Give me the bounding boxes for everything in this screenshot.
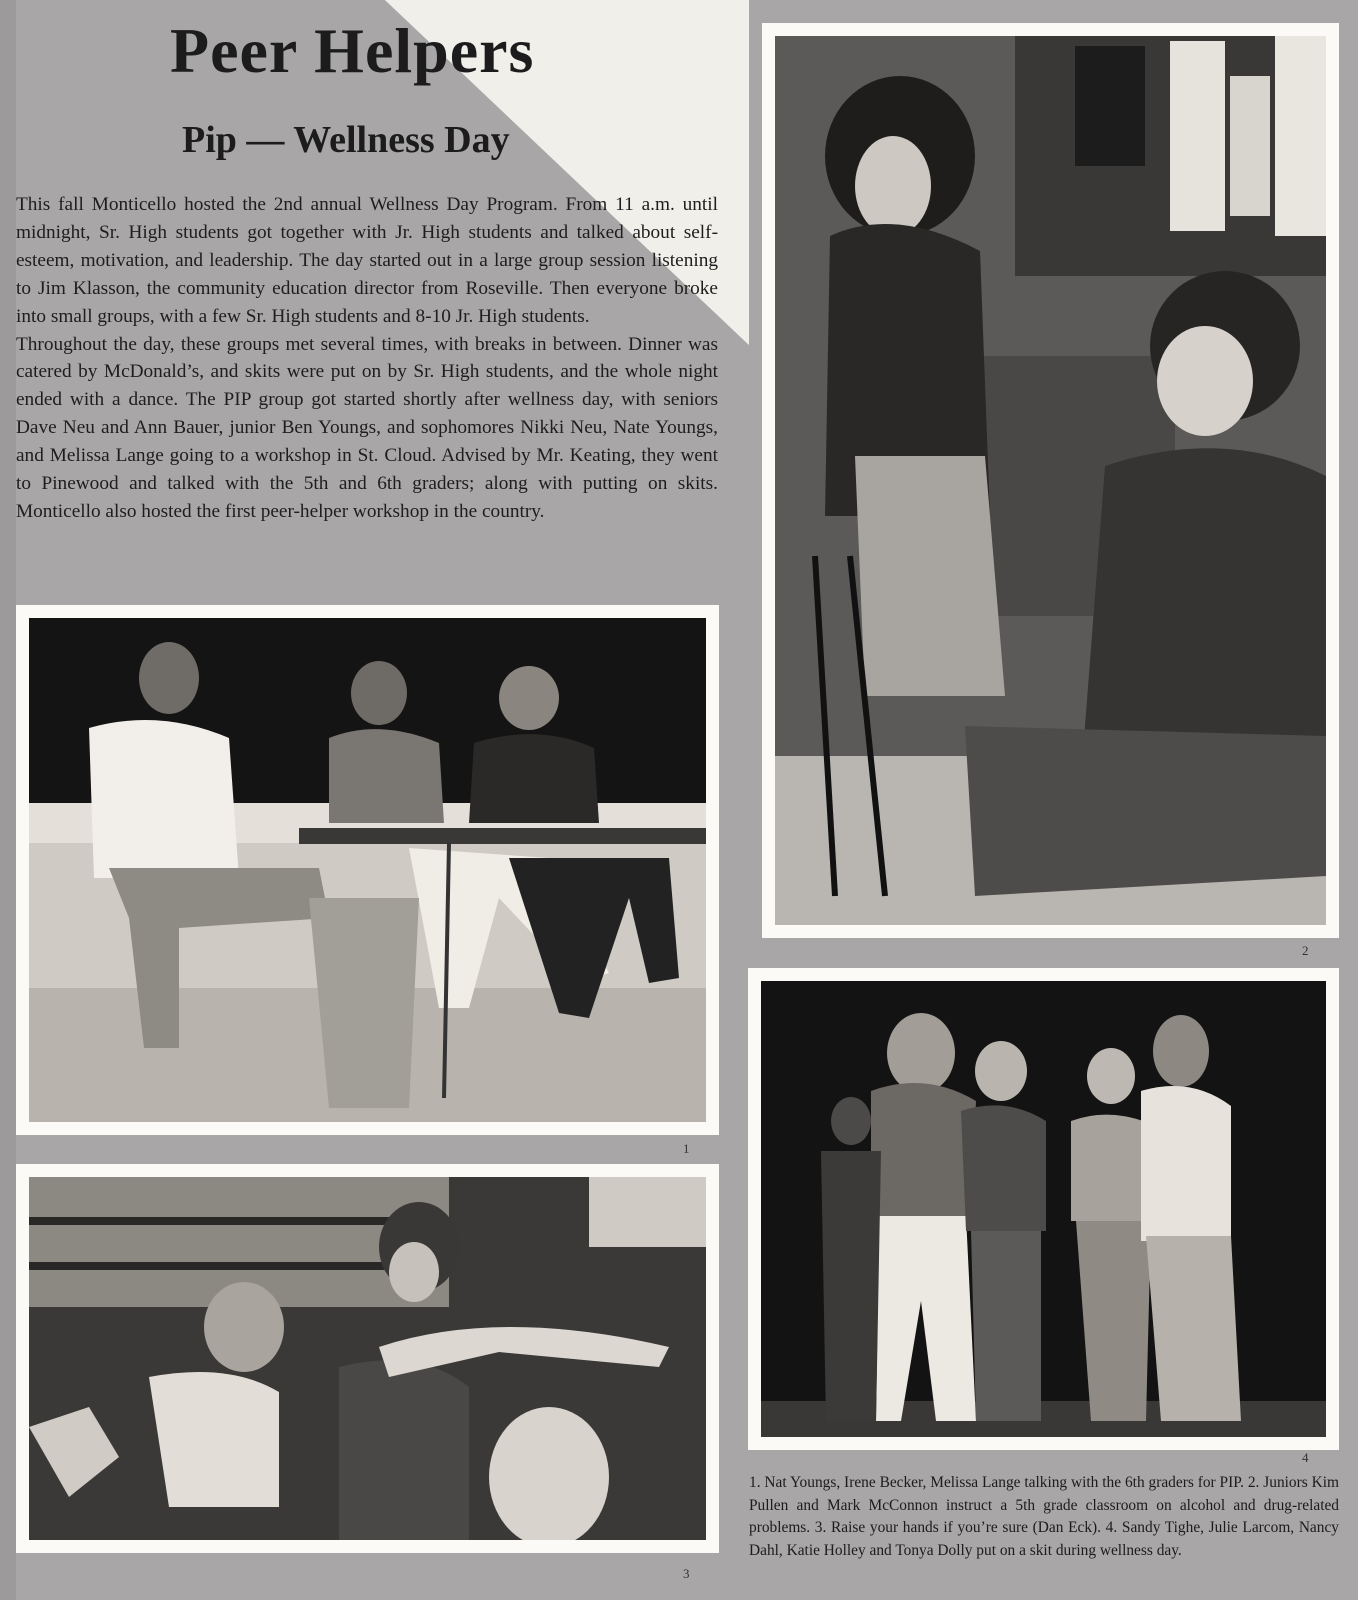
- photo-1-frame: [16, 605, 719, 1135]
- photo-3-frame: [16, 1164, 719, 1553]
- photo-2-frame: [762, 23, 1339, 938]
- page-title: Peer Helpers: [170, 15, 535, 86]
- photo-1-students-at-table: [29, 618, 706, 1122]
- photo-3-number: 3: [683, 1566, 690, 1581]
- photo-captions: 1. Nat Youngs, Irene Becker, Melissa Lange talking with the 6th graders for PIP. 2. Juniors Kim Pullen and Mark McConnon instruct a 5th grade classroom on alcohol and drug-related problems. 3. Raise your hands if you’re sure (Dan Eck). 4. Sandy Tighe, Julie Larcom, Nancy Dahl, Katie Holley and Tonya Dolly put on a skit during wellness day.: [749, 1474, 1339, 1559]
- story-paragraph-2: Throughout the day, these groups met several times, with breaks in between. Dinner was catered by McDonald’s, and skits were put on by Sr. High students, and the whole night ended with a dance. The PIP group got started shortly after wellness day, with seniors Dave Neu and Ann Bauer, junior Ben Youngs, and sophomores Nikki Neu, Nate Youngs, and Melissa Lange going to a workshop in St. Cloud. Advised by Mr. Keating, they went to Pinewood and talked with the 5th and 6th graders; along with putting on skits. Monticello also hosted the first peer-helper workshop in the country.: [16, 333, 718, 522]
- photo-2-classroom-instruction: [775, 36, 1326, 925]
- photo-4-skit-on-stage: [761, 981, 1326, 1437]
- page-subtitle: Pip — Wellness Day: [182, 119, 510, 161]
- photo-3-raise-your-hands: [29, 1177, 706, 1540]
- photo-1-number: 1: [683, 1141, 690, 1156]
- photo-2-number: 2: [1302, 943, 1309, 958]
- photo-4-number: 4: [1302, 1450, 1309, 1465]
- story-paragraph-1: This fall Monticello hosted the 2nd annual Wellness Day Program. From 11 a.m. until midnight, Sr. High students got together with Jr. High students and talked about self-esteem, motivation, and leadership. The day started out in a large group session listening to Jim Klasson, the community education director from Roseville. Then everyone broke into small groups, with a few Sr. High students and 8-10 Jr. High students.: [16, 194, 718, 327]
- photo-4-frame: [748, 968, 1339, 1450]
- story-text: [16, 191, 718, 526]
